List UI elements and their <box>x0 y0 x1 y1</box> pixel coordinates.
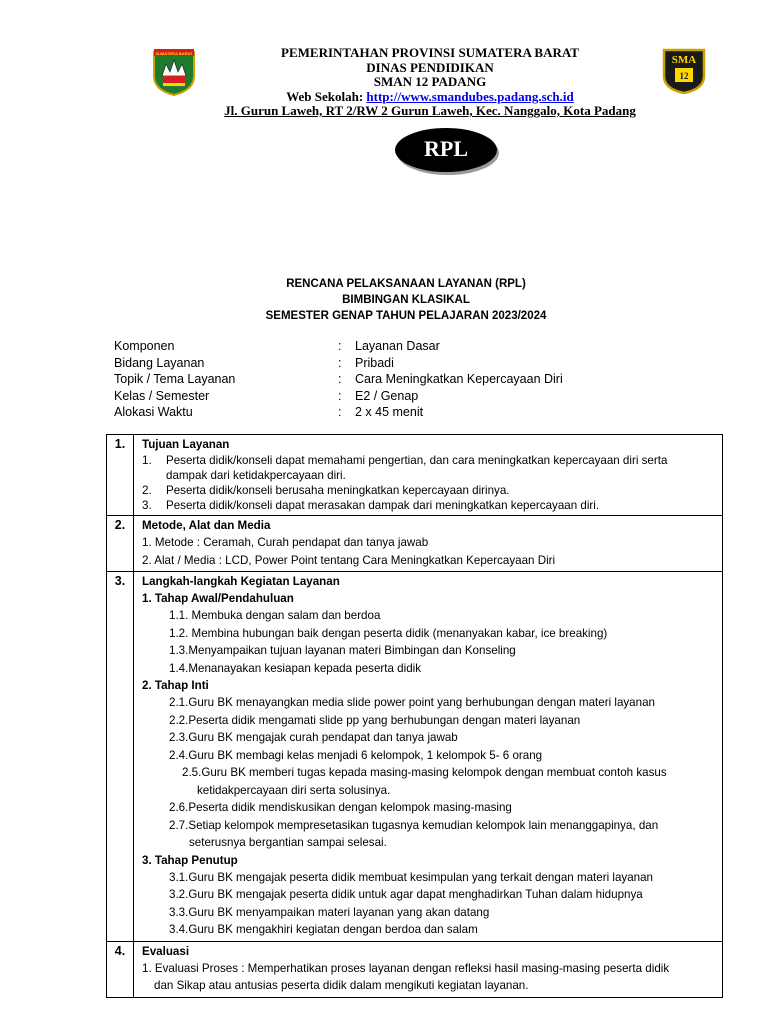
section-heading: Tujuan Layanan <box>142 438 230 451</box>
identity-key: Kelas / Semester <box>114 388 210 403</box>
section-heading: Langkah-langkah Kegiatan Layanan <box>142 575 340 588</box>
identity-colon: : <box>338 355 342 370</box>
section-steps <box>134 572 723 942</box>
identity-key: Bidang Layanan <box>114 355 205 370</box>
identity-key: Komponen <box>114 339 175 353</box>
list-item-number: 3. <box>142 499 152 512</box>
step-item: 2.4.Guru BK membagi kelas menjadi 6 kelompok, 1 kelompok 5- 6 orang <box>169 748 543 762</box>
list-item-number: 1. <box>142 454 152 467</box>
table-row <box>107 516 723 572</box>
letterhead-line1: PEMERINTAHAN PROVINSI SUMATERA BARAT <box>281 45 579 60</box>
phase-title: 2. Tahap Inti <box>142 679 209 692</box>
step-item-cont: seterusnya bergantian sampai selesai. <box>189 836 387 849</box>
section-number: 4. <box>107 941 134 997</box>
identity-colon: : <box>338 372 342 386</box>
identity-value: Cara Meningkatkan Kepercayaan Diri <box>355 372 563 386</box>
list-item <box>142 483 718 498</box>
phase-title: 1. Tahap Awal/Pendahuluan <box>142 592 294 605</box>
logo-right-text: SMA <box>671 54 697 66</box>
identity-value: 2 x 45 menit <box>355 405 424 419</box>
step-item-cont: ketidakpercayaan diri serta solusinya. <box>197 783 391 797</box>
section-heading: Evaluasi <box>142 944 190 958</box>
list-item-text: Peserta didik/konseli dapat memahami pengertian, dan cara meningkatkan kepercayaan diri serta <box>166 454 668 467</box>
document-title <box>0 276 768 324</box>
province-emblem-logo <box>150 46 198 96</box>
section-heading: Metode, Alat dan Media <box>142 519 271 532</box>
web-label: Web Sekolah: <box>286 88 367 104</box>
step-item: 3.4.Guru BK mengakhiri kegiatan dengan berdoa dan salam <box>169 923 478 936</box>
media-line: 2. Alat / Media : LCD, Power Point tentang Cara Meningkatkan Kepercayaan Diri <box>142 553 556 567</box>
identity-value: E2 / Genap <box>355 388 419 403</box>
list-item-text: Peserta didik/konseli dapat merasakan dampak dari meningkatkan kepercayaan diri. <box>166 499 600 512</box>
logo-left-text: SUMATERA BARAT <box>155 51 193 56</box>
list-item-number: 2. <box>142 484 152 497</box>
step-item: 2.3.Guru BK mengajak curah pendapat dan tanya jawab <box>169 731 458 744</box>
step-item: 3.2.Guru BK mengajak peserta didik untuk agar dapat menghadirkan Tuhan dalam hidupnya <box>169 888 643 901</box>
letterhead-web <box>200 90 660 105</box>
step-item: 2.2.Peserta didik mengamati slide pp yang berhubungan dengan materi layanan <box>169 713 581 727</box>
school-emblem-logo <box>660 46 708 94</box>
letterhead <box>200 46 660 119</box>
identity-key: Topik / Tema Layanan <box>114 372 236 386</box>
identity-key: Alokasi Waktu <box>114 405 193 419</box>
identity-colon: : <box>338 339 342 353</box>
section-number: 1. <box>107 435 134 516</box>
plan-table <box>106 434 723 998</box>
step-item: 3.1.Guru BK mengajak peserta didik membuat kesimpulan yang terkait dengan materi layanan <box>169 870 653 884</box>
table-row <box>107 435 723 516</box>
rpl-badge-text: RPL <box>424 136 468 161</box>
identity-value: Layanan Dasar <box>355 339 440 353</box>
letterhead-line2: DINAS PENDIDIKAN <box>366 59 494 75</box>
table-row <box>107 572 723 942</box>
identity-colon: : <box>338 388 342 403</box>
logo-right-sub: 12 <box>679 71 689 81</box>
step-item: 1.2. Membina hubungan baik dengan peserta didik (menanyakan kabar, ice breaking) <box>169 626 608 640</box>
letterhead-address: Jl. Gurun Laweh, RT 2/RW 2 Gurun Laweh, Kec. Nanggalo, Kota Padang <box>224 103 636 118</box>
step-item: 2.1.Guru BK menayangkan media slide power point yang berhubungan dengan materi layanan <box>169 696 655 709</box>
list-item <box>142 453 718 483</box>
list-item <box>142 498 718 513</box>
section-number: 3. <box>107 572 134 942</box>
identity-row <box>114 371 674 388</box>
table-row <box>107 941 723 997</box>
title-line1: RENCANA PELAKSANAAN LAYANAN (RPL) <box>286 278 526 290</box>
letterhead-line3: SMAN 12 PADANG <box>373 74 487 89</box>
rpl-badge <box>395 128 497 172</box>
identity-row <box>114 404 674 421</box>
identity-colon: : <box>338 405 342 419</box>
evaluation-line-cont: dan Sikap atau antusias peserta didik dalam mengikuti kegiatan layanan. <box>154 979 529 992</box>
list-item-text: Peserta didik/konseli berusaha meningkatkan kepercayaan dirinya. <box>166 484 510 497</box>
section-evaluation <box>134 941 723 997</box>
step-item: 2.7.Setiap kelompok mempresetasikan tugasnya kemudian kelompok lain menanggapinya, dan <box>169 818 659 832</box>
title-line2: BIMBINGAN KLASIKAL <box>342 294 470 306</box>
step-item: 2.5.Guru BK memberi tugas kepada masing-masing kelompok dengan membuat contoh kasus <box>182 766 667 779</box>
phase-title: 3. Tahap Penutup <box>142 853 238 867</box>
list-item-text-cont: dampak dari ketidakpercayaan diri. <box>166 469 346 482</box>
identity-value: Pribadi <box>355 355 394 370</box>
evaluation-line: 1. Evaluasi Proses : Memperhatikan proses layanan dengan refleksi hasil masing-masing peserta didik <box>142 961 670 975</box>
step-item: 1.4.Menanayakan kesiapan kepada peserta didik <box>169 661 422 675</box>
step-item: 2.6.Peserta didik mendiskusikan dengan kelompok masing-masing <box>169 801 512 814</box>
identity-row <box>114 338 674 355</box>
title-line3: SEMESTER GENAP TAHUN PELAJARAN 2023/2024 <box>265 310 547 322</box>
step-item: 1.1. Membuka dengan salam dan berdoa <box>169 609 381 622</box>
school-website-link[interactable]: http://www.smandubes.padang.sch.id <box>366 88 574 104</box>
method-line: 1. Metode : Ceramah, Curah pendapat dan tanya jawab <box>142 536 429 549</box>
identity-row <box>114 355 674 372</box>
section-methods <box>134 516 723 572</box>
identity-row <box>114 388 674 405</box>
step-item: 3.3.Guru BK menyampaikan materi layanan yang akan datang <box>169 905 490 919</box>
section-number: 2. <box>107 516 134 572</box>
section-objectives <box>134 435 723 516</box>
identity-list <box>114 338 674 421</box>
step-item: 1.3.Menyampaikan tujuan layanan materi Bimbingan dan Konseling <box>169 644 516 657</box>
